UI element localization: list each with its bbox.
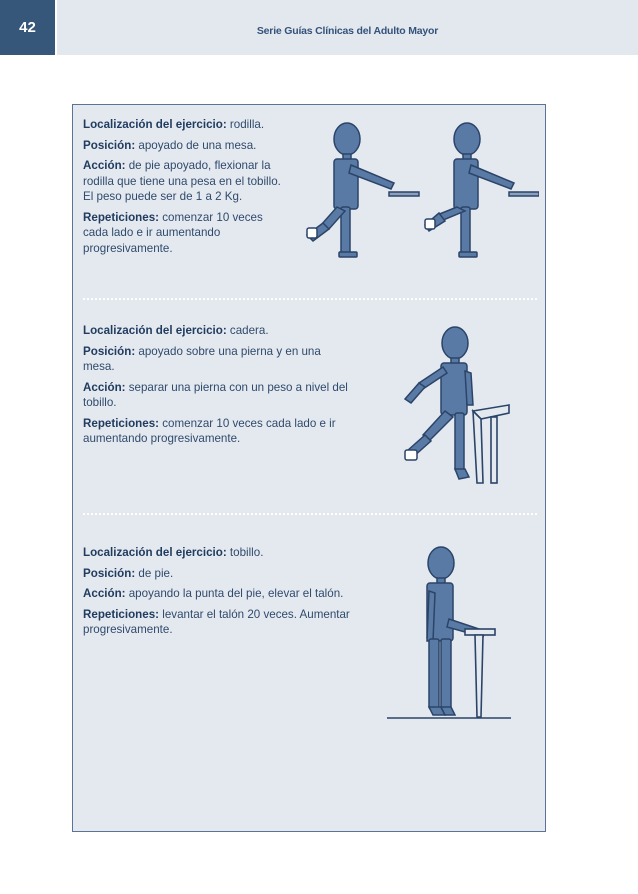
location-label: Localización del ejercicio: — [83, 324, 227, 337]
reps-value: comenzar 10 veces cada lado e ir aumentando progresivamente. — [83, 210, 263, 255]
section-divider — [83, 513, 537, 515]
running-title: Serie Guías Clínicas del Adulto Mayor — [256, 25, 439, 37]
location-line — [83, 117, 288, 133]
reps-label: Repeticiones: — [83, 210, 160, 224]
position-line — [83, 138, 288, 154]
hip-exercise-illustration — [373, 323, 523, 498]
reps-line — [83, 210, 288, 257]
action-value: separar una pierna con un peso a nivel del tobillo. — [83, 380, 348, 409]
knee-figure-left — [307, 123, 419, 257]
position-value: apoyado de una mesa. — [135, 138, 257, 152]
exercise-hip-text — [83, 323, 353, 452]
location-value: rodilla. — [226, 118, 265, 131]
action-label: Acción: — [83, 159, 126, 172]
location-label: Localización del ejercicio: — [83, 546, 227, 559]
position-value: de pie. — [135, 566, 174, 580]
reps-value: comenzar 10 veces cada lado e ir aumentando progresivamente. — [83, 416, 336, 445]
exercise-panel — [72, 104, 546, 832]
reps-value: levantar el talón 20 veces. Aumentar progresivamente. — [83, 607, 350, 636]
action-value: apoyando la punta del pie, elevar el talón. — [125, 587, 344, 600]
action-line — [83, 380, 353, 411]
location-line — [83, 323, 353, 339]
location-value: tobillo. — [226, 546, 264, 559]
position-label: Posición: — [83, 138, 136, 152]
action-line — [83, 586, 353, 602]
location-line — [83, 545, 353, 561]
position-line — [83, 344, 353, 375]
action-label: Acción: — [83, 587, 126, 600]
exercise-ankle-text — [83, 545, 353, 643]
reps-line — [83, 607, 353, 638]
action-value: de pie apoyado, flexionar la rodilla que tiene una pesa en el tobillo. El peso puede ser de 1 a 2 Kg. — [83, 159, 281, 203]
position-value: apoyado sobre una pierna y en una mesa. — [83, 344, 321, 373]
page-number: 42 — [19, 19, 36, 36]
ankle-exercise-illustration — [385, 543, 515, 723]
reps-label: Repeticiones: — [83, 607, 160, 621]
exercise-knee-text — [83, 117, 288, 261]
position-label: Posición: — [83, 566, 136, 580]
section-divider — [83, 298, 537, 300]
action-line — [83, 158, 288, 205]
table-icon — [473, 405, 509, 483]
position-line — [83, 566, 353, 582]
stand-icon — [465, 629, 495, 717]
reps-label: Repeticiones: — [83, 416, 160, 430]
knee-exercise-illustration — [299, 117, 539, 272]
reps-line — [83, 416, 353, 447]
action-label: Acción: — [83, 380, 126, 394]
hip-figure — [405, 327, 473, 479]
position-label: Posición: — [83, 344, 136, 358]
location-value: cadera. — [226, 324, 269, 337]
knee-figure-right — [425, 123, 539, 257]
location-label: Localización del ejercicio: — [83, 118, 227, 131]
